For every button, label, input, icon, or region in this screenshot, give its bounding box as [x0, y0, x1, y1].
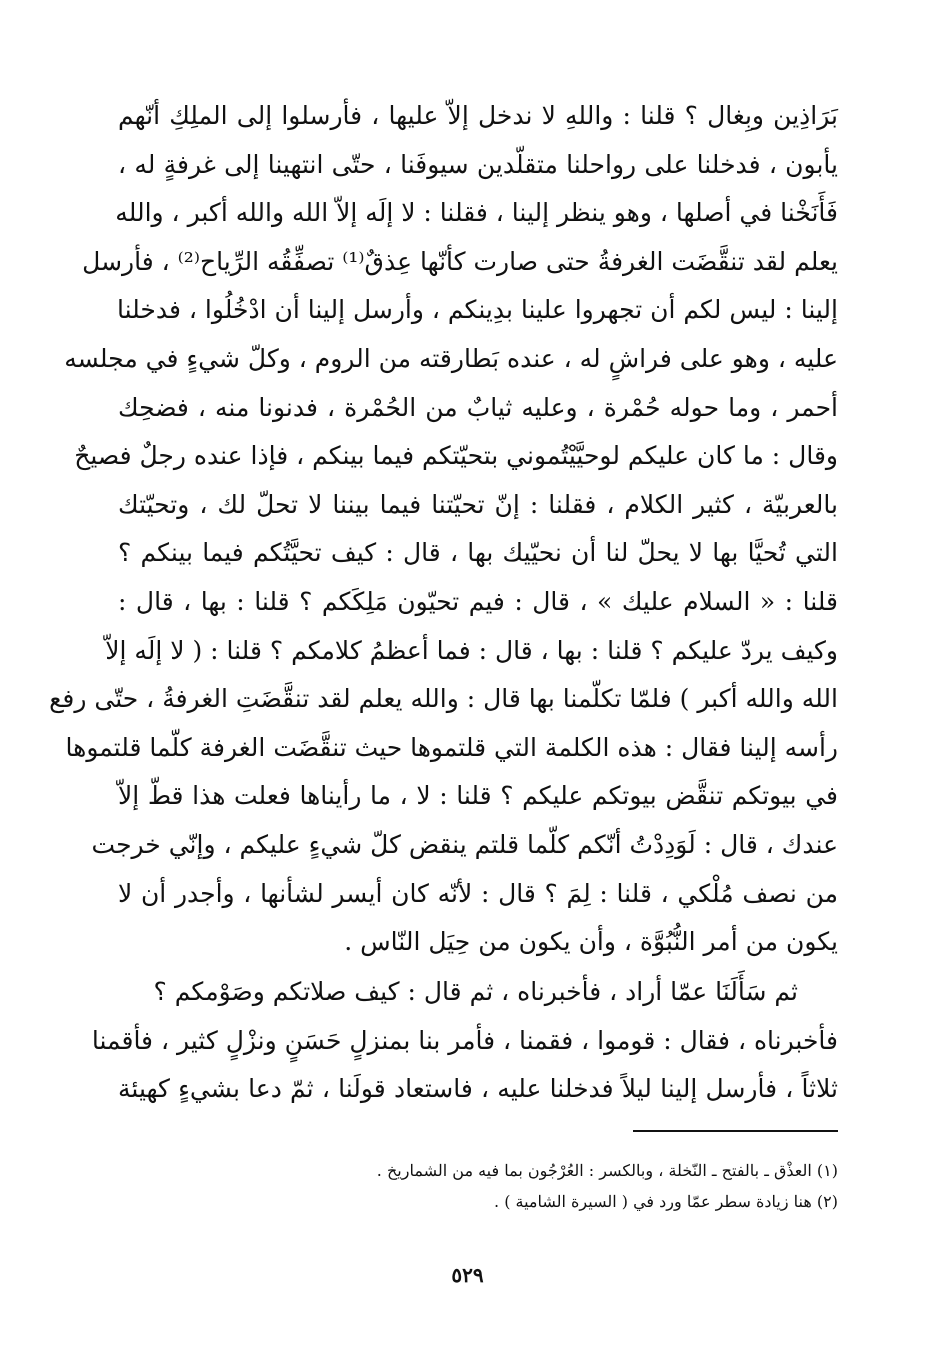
text-line: وقال : ما كان عليكم لوحيَّيْتُموني بتحيّتكم فيما بينكم ، فإذا عنده رجلٌ فصيحٌ	[74, 441, 838, 471]
text-line: في بيوتكم تنقَّض بيوتكم عليكم ؟ قلنا : لا ، ما رأيناها فعلت هذا قطّ إلاّ	[118, 781, 838, 811]
footnote-separator	[633, 1130, 838, 1132]
second-paragraph	[91, 968, 838, 1114]
text-line: عندك ، قال : لَوَدِدْتُ أنّكم كلّما قلتم ينقض كلّ شيءٍ عليكم ، وإنّي خرجت	[91, 829, 838, 859]
page-number: ٥٢٩	[451, 1263, 484, 1287]
text-line: ثلاثاً ، فأرسل إلينا ليلاً فدخلنا عليه ، فاستعاد قولَنا ، ثمّ دعا بشيءٍ كهيئة	[118, 1074, 838, 1104]
text-line: بالعربيّة ، كثير الكلام ، فقلنا : إنّ تحيّتنا فيما بيننا لا تحلّ لك ، وتحيّتك	[118, 489, 838, 519]
text-line: قلنا : « السلام عليك » ، قال : فيم تحيّون مَلِكَكم ؟ قلنا : بها ، قال :	[118, 586, 838, 616]
text-line: فأخبرناه ، فقال : قوموا ، فقمنا ، فأمر بنا بمنزلٍ حَسَنٍ ونزْلٍ كثير ، فأقمنا	[91, 1025, 838, 1055]
text-line: يعلم لقد تنقَّضَت الغرفةُ حتى صارت كأنّها عِذقٌ⁽¹⁾ تصفِّقُه الرِّياح⁽²⁾ ، فأرسل	[82, 246, 838, 276]
text-line: عليه ، وهو على فراشٍ له ، عنده بَطارقته من الروم ، وكلّ شيءٍ في مجلسه	[64, 343, 838, 373]
text-line: بَرَاذِين وبِغال ؟ قلنا : واللهِ لا ندخل إلاّ عليها ، فأرسلوا إلى الملِكِ أنّهم	[118, 101, 838, 130]
main-paragraph	[49, 92, 838, 967]
text-line: إلينا : ليس لكم أن تجهروا علينا بدِينكم ، وأرسل إلينا أن ادْخُلُوا ، فدخلنا	[116, 295, 838, 325]
footnote-2: (٢) هنا زيادة سطر عمّا ورد في ( السيرة الشامية ) .	[494, 1192, 838, 1211]
text-line: الله والله أكبر ) فلمّا تكلّمنا بها قال : والله يعلم لقد تنقَّضَتِ الغرفةُ ، حتّى رفع	[49, 684, 838, 714]
text-line: يكون من أمر النُّبُوَّة ، وأن يكون من حِيَل النّاس .	[344, 927, 838, 957]
text-line: من نصف مُلْكي ، قلنا : لِمَ ؟ قال : لأنّه كان أيسر لشأنها ، وأجدر أن لا	[118, 878, 838, 908]
text-line: فَأَنَخْنا في أصلها ، وهو ينظر إلينا ، فقلنا : لا إلَه إلاّ الله والله أكبر ، والله	[115, 198, 838, 228]
text-line: وكيف يردّ عليكم ؟ قلنا : بها ، قال : فما أعظمُ كلامكم ؟ قلنا : ( لا إلَه إلاّ	[105, 635, 838, 665]
footnote-1: (١) العذْق ـ بالفتح ـ النّخلة ، وبالكسر : العُرْجُون بما فيه من الشماريخ .	[376, 1161, 838, 1180]
text-line: يأبون ، فدخلنا على رواحلنا متقلّدين سيوفَنا ، حتّى انتهينا إلى غرفةٍ له ،	[118, 149, 838, 179]
text-line: ثم سَأَلَنَا عمّا أراد ، فأخبرناه ، ثم قال : كيف صلاتكم وصَوْمكم ؟	[153, 977, 798, 1006]
text-line: التي تُحيَّا بها لا يحلّ لنا أن نحيّيك بها ، قال : كيف تحيَّتُكم فيما بينكم ؟	[118, 538, 838, 568]
footnotes	[118, 1155, 838, 1217]
text-line: رأسه إلينا فقال : هذه الكلمة التي قلتموها حيث تنقَّضَت الغرفة كلّما قلتموها	[65, 732, 838, 762]
text-line: أحمر ، وما حوله حُمْرة ، وعليه ثيابٌ من الحُمْرة ، فدنونا منه ، فضحِك	[118, 392, 838, 422]
